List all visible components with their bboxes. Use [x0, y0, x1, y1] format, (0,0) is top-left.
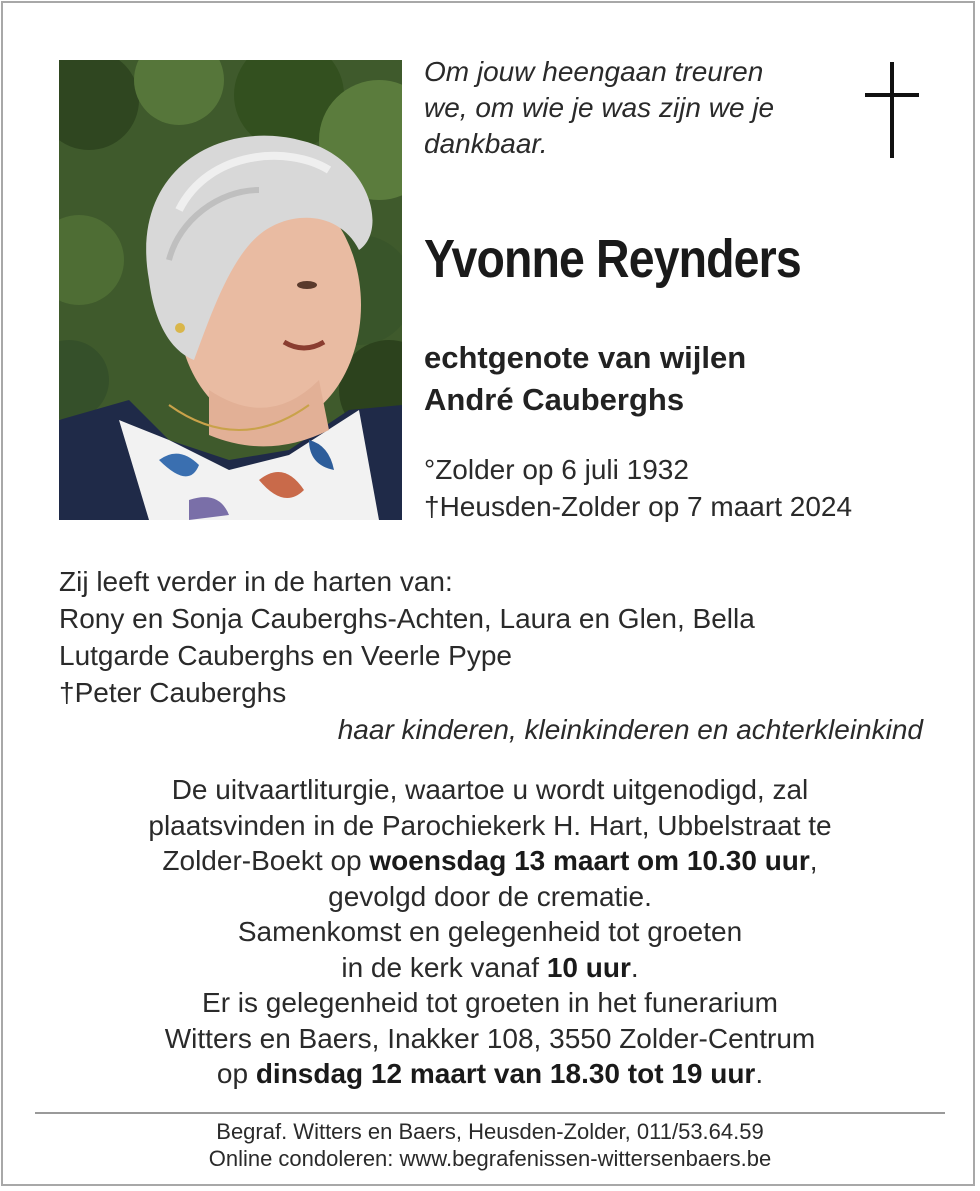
- birth-date: °Zolder op 6 juli 1932: [424, 454, 689, 485]
- service-line: plaatsvinden in de Parochiekerk H. Hart, Ubbelstraat te: [148, 809, 832, 841]
- cross-icon: [862, 62, 922, 160]
- family-signature: haar kinderen, kleinkinderen en achterkleinkind: [337, 714, 923, 745]
- funeral-date: woensdag 13 maart om 10.30 uur: [369, 845, 810, 876]
- service-text: op: [216, 1058, 256, 1089]
- family-line: Lutgarde Cauberghs en Veerle Pype: [59, 640, 512, 671]
- portrait-photo: [59, 60, 402, 520]
- service-line: [60, 950, 920, 986]
- service-line: gevolgd door de crematie.: [328, 880, 652, 912]
- visitation-time: dinsdag 12 maart van 18.30 tot 19 uur: [255, 1058, 756, 1089]
- spouse-name: André Cauberghs: [424, 382, 685, 417]
- footer: [40, 1118, 940, 1172]
- condolence-link[interactable]: Online condoleren: www.begrafenissen-wittersenbaers.be: [208, 1146, 772, 1171]
- family-intro: Zij leeft verder in de harten van:: [59, 566, 453, 597]
- poem-line: Om jouw heengaan treuren: [424, 56, 764, 87]
- service-line: De uitvaartliturgie, waartoe u wordt uitgenodigd, zal: [171, 774, 809, 805]
- service-info: [60, 772, 920, 1092]
- death-date: †Heusden-Zolder op 7 maart 2024: [424, 491, 853, 522]
- service-line: Samenkomst en gelegenheid tot groeten: [237, 916, 743, 947]
- poem: [424, 54, 844, 162]
- family-section: [59, 563, 939, 748]
- service-text: Zolder-Boekt op: [162, 845, 370, 876]
- life-dates: [424, 451, 944, 525]
- service-line: Er is gelegenheid tot groeten in het funerarium: [202, 987, 778, 1018]
- service-line: Witters en Baers, Inakker 108, 3550 Zolder-Centrum: [164, 1022, 816, 1054]
- service-text: ,: [809, 845, 818, 876]
- family-line: Rony en Sonja Cauberghs-Achten, Laura en Glen, Bella: [59, 603, 755, 634]
- service-text: in de kerk vanaf: [341, 951, 547, 983]
- deceased-name: Yvonne Reynders: [424, 229, 801, 289]
- funeral-home-contact: Begraf. Witters en Baers, Heusden-Zolder, 011/53.64.59: [216, 1119, 764, 1144]
- poem-line: we, om wie je was zijn we je: [424, 92, 775, 123]
- service-text: .: [755, 1058, 764, 1089]
- service-line: [60, 843, 920, 879]
- spouse-line: echtgenote van wijlen: [424, 340, 747, 375]
- footer-divider: [35, 1112, 945, 1114]
- gathering-time: 10 uur: [546, 951, 631, 983]
- family-line: †Peter Cauberghs: [59, 677, 287, 708]
- poem-line: dankbaar.: [424, 128, 548, 159]
- service-text: .: [630, 951, 639, 983]
- service-line: [60, 1056, 920, 1092]
- spouse-info: [424, 337, 924, 421]
